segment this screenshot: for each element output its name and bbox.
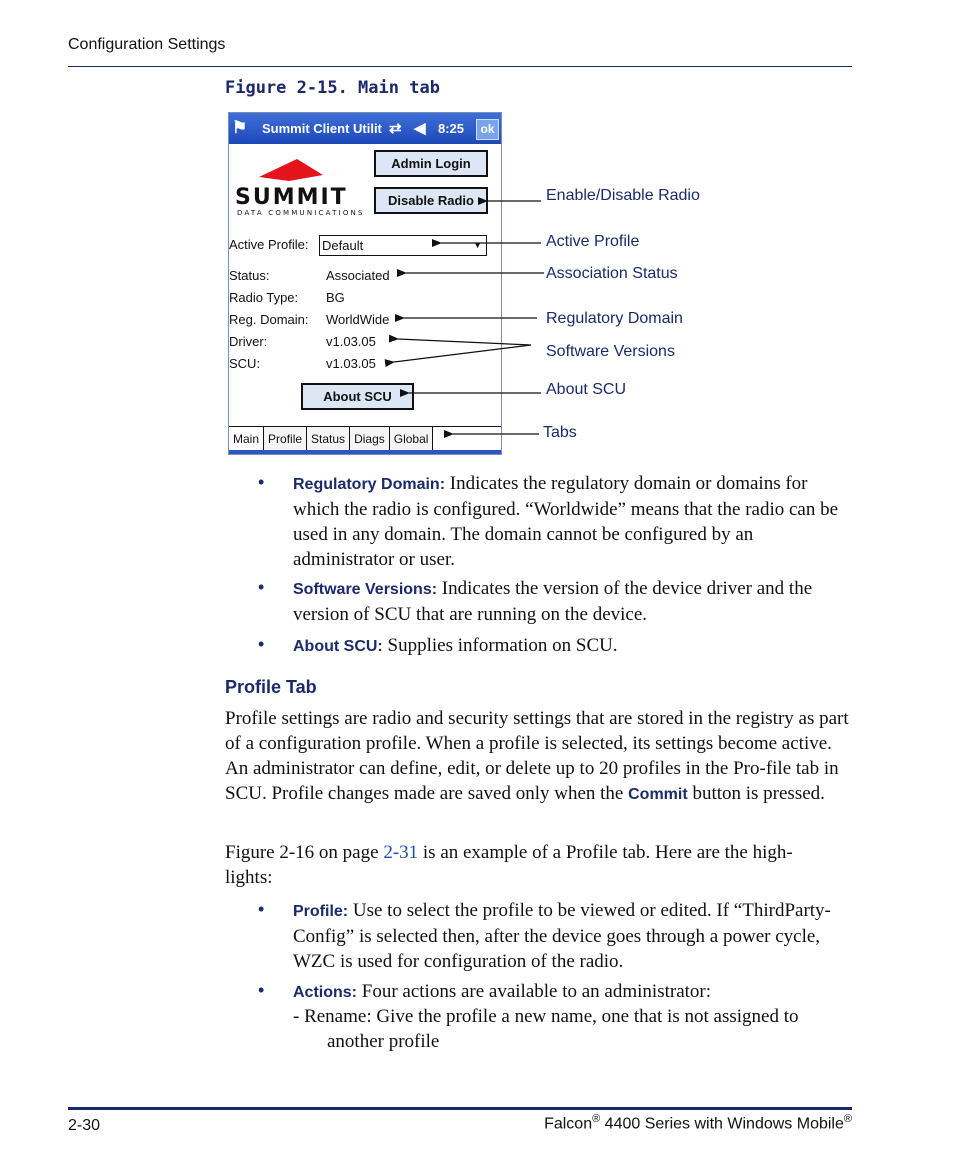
driver-label: Driver: (229, 334, 268, 349)
callout-regulatory-domain: Regulatory Domain (546, 310, 683, 327)
scu-value: v1.03.05 (326, 356, 376, 371)
bullet-profile (293, 898, 853, 974)
callout-association-status: Association Status (546, 265, 678, 282)
app-name: Summit Client Utilit (262, 121, 382, 136)
text-software-versions: Indicates the version of the device driver and the version of SCU that are running on the device. (293, 578, 813, 625)
registered-mark: ® (592, 1113, 601, 1125)
page-link-2-31[interactable]: 2-31 (383, 842, 419, 863)
callout-enable-disable-radio: Enable/Disable Radio (546, 187, 700, 204)
tab-status[interactable]: Status (307, 427, 350, 451)
admin-login-button[interactable]: Admin Login (374, 150, 488, 177)
logo-subtitle: DATA COMMUNICATIONS (237, 209, 365, 217)
tab-global[interactable]: Global (390, 427, 434, 451)
registered-mark-2: ® (843, 1113, 852, 1125)
bullet-marker: • (258, 634, 265, 654)
term-commit: Commit (628, 786, 688, 803)
bullet-marker: • (258, 980, 265, 1000)
tab-profile[interactable]: Profile (264, 427, 307, 451)
bullet-about-scu (293, 633, 853, 659)
driver-value: v1.03.05 (326, 334, 376, 349)
status-label: Status: (229, 268, 270, 283)
radio-type-label: Radio Type: (229, 290, 299, 305)
profile-paragraph-1 (225, 706, 852, 807)
profile-paragraph-2-a: Figure 2-16 on page (225, 842, 384, 863)
callout-about-scu: About SCU (546, 381, 627, 398)
bullet-marker: • (258, 577, 265, 597)
profile-paragraph-2-b: is an example of a Profile tab. Here are the high-lights: (225, 842, 793, 888)
page-number: 2-30 (68, 1117, 101, 1134)
clock[interactable]: 8:25 (438, 121, 465, 136)
speaker-icon[interactable]: ◀ (414, 120, 426, 137)
profile-paragraph-1-a: Profile settings are radio and security settings that are stored in the registry as part of a configuration profile. When a profile is selected, its settings become active. An administrator can define, edit, or delete up to 20 profiles in the Pro-file tab in SCU. Profile changes made are saved only when the (225, 708, 849, 804)
about-scu-button[interactable]: About SCU (301, 383, 414, 410)
running-header: Configuration Settings (68, 36, 226, 53)
text-actions: Four actions are available to an administrator: (357, 981, 712, 1002)
term-regulatory-domain: Regulatory Domain: (293, 476, 446, 493)
callout-software-versions: Software Versions (546, 343, 675, 360)
profile-paragraph-2 (225, 840, 835, 890)
section-heading-profile-tab: Profile Tab (225, 677, 317, 697)
reg-domain-value: WorldWide (326, 312, 390, 327)
footer-title-b: 4400 Series with Windows Mobile (600, 1115, 844, 1133)
bullet-actions (293, 979, 853, 1005)
callout-active-profile: Active Profile (546, 233, 640, 250)
radio-type-value: BG (326, 290, 345, 305)
tab-diags[interactable]: Diags (350, 427, 390, 451)
actions-rename-line-2: another profile (327, 1031, 440, 1052)
term-software-versions: Software Versions: (293, 581, 438, 598)
actions-rename-line-1: - Rename: Give the profile a new name, one that is not assigned to (293, 1006, 799, 1027)
scu-label: SCU: (229, 356, 261, 371)
active-profile-label: Active Profile: (229, 237, 309, 252)
text-profile: Use to select the profile to be viewed or edited. If “ThirdParty-Config” is selected then, after the device goes through a power cycle, WZC is used for configuration of the radio. (293, 900, 831, 972)
figure-caption: Figure 2-15. Main tab (225, 78, 440, 98)
text-about-scu: Supplies information on SCU. (382, 635, 618, 656)
footer-rule (68, 1107, 852, 1110)
term-about-scu: About SCU: (293, 638, 383, 655)
callout-tabs: Tabs (543, 424, 577, 441)
dropdown-arrow-icon: ▼ (473, 240, 482, 250)
profile-paragraph-1-b: button is pressed. (687, 783, 825, 804)
active-profile-value: Default (322, 238, 364, 253)
logo-word: SUMMIT (235, 185, 348, 210)
ok-button[interactable]: ok (476, 119, 499, 140)
text-regulatory-domain: Indicates the regulatory domain or domains for which the radio is configured. “Worldwide” means that the radio can be used in any domain. The domain cannot be configured by an administrator or user. (293, 473, 839, 570)
term-profile: Profile: (293, 903, 349, 920)
status-value: Associated (326, 268, 390, 283)
tab-main[interactable]: Main (229, 427, 264, 451)
reg-domain-label: Reg. Domain: (229, 312, 309, 327)
connectivity-icon[interactable]: ⇄ (389, 120, 402, 137)
bullet-marker: • (258, 472, 265, 492)
bullet-regulatory-domain (293, 471, 853, 572)
disable-radio-button[interactable]: Disable Radio (374, 187, 488, 214)
footer-title-a: Falcon (544, 1115, 593, 1133)
bullet-software-versions (293, 576, 853, 627)
bullet-marker: • (258, 899, 265, 919)
arrow-driver-version (398, 339, 531, 345)
footer-title (544, 1113, 852, 1133)
windows-flag-icon[interactable]: ⚑ (232, 118, 248, 137)
arrow-scu-version (394, 345, 531, 362)
term-actions: Actions: (293, 984, 357, 1001)
